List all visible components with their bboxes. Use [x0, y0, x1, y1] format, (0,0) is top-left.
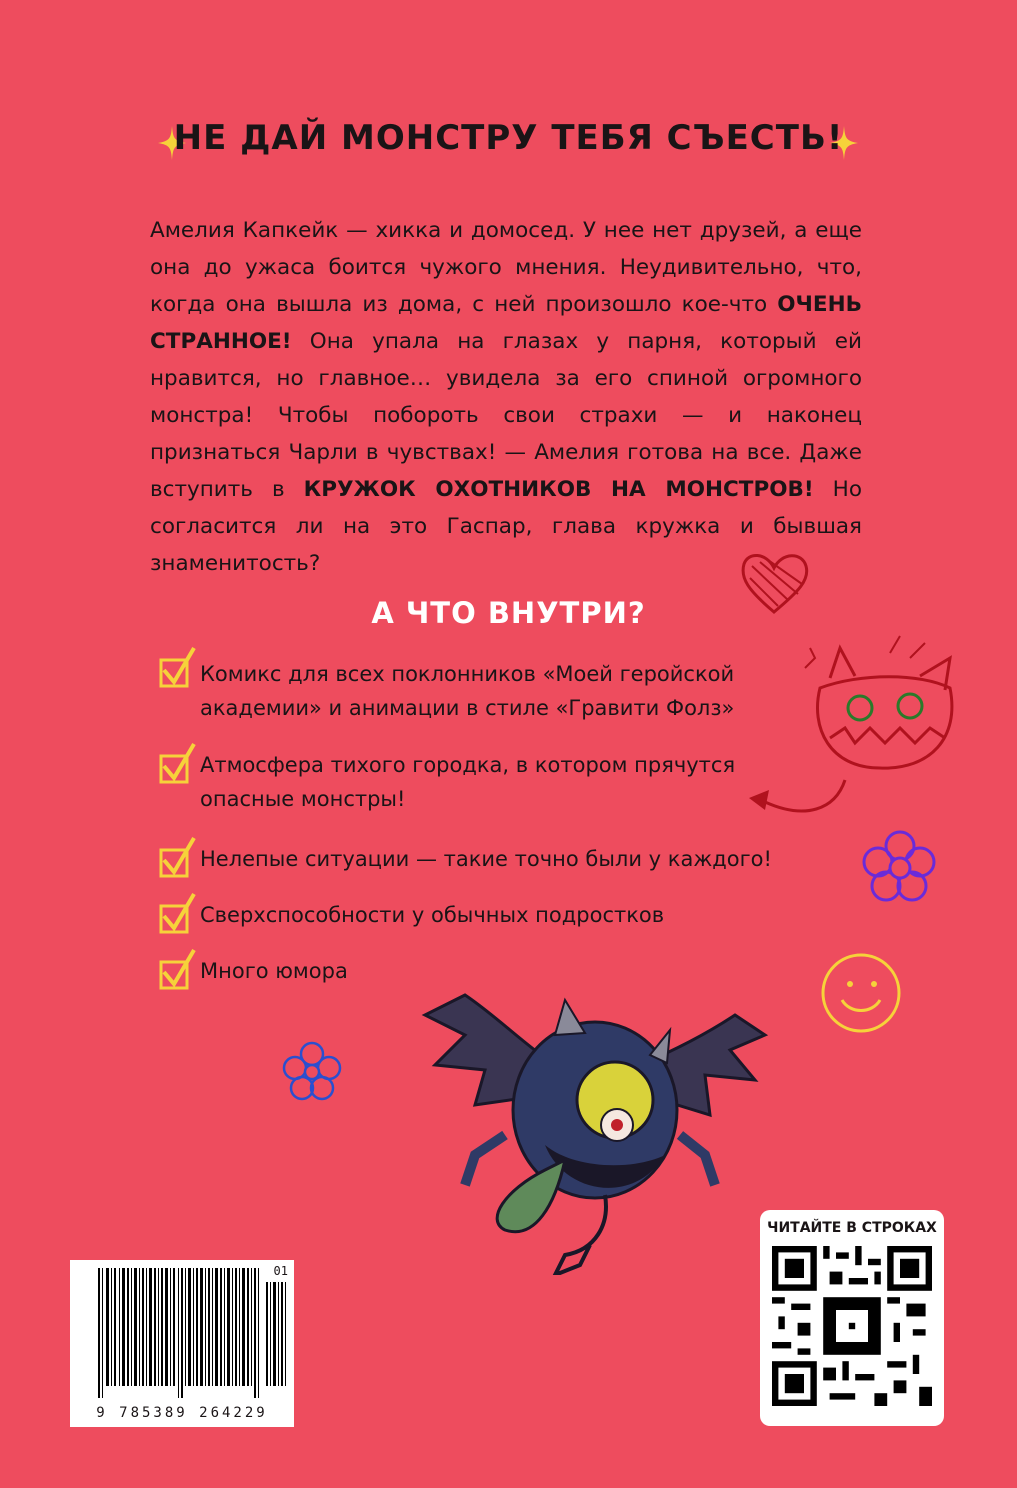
bat-monster-illustration [405, 955, 785, 1275]
arrow-doodle-icon [745, 770, 855, 830]
headline: НЕ ДАЙ МОНСТРУ ТЕБЯ СЪЕСТЬ! [173, 118, 844, 158]
checkbox-icon [158, 948, 196, 992]
feature-line: Атмосфера тихого городка, в котором прячутся [200, 753, 736, 777]
flower-doodle-icon [862, 828, 938, 904]
qr-label: ЧИТАЙТЕ В СТРОКАХ [767, 1220, 937, 1236]
feature-item [200, 657, 734, 725]
barcode-addon: 01 [273, 1264, 288, 1278]
feature-line: Нелепые ситуации — такие точно были у каждого! [200, 847, 772, 871]
blurb-emphasis: КРУЖОК ОХОТНИКОВ НА МОНСТРОВ! [303, 477, 814, 502]
checkbox-icon [158, 892, 196, 936]
checkbox-icon [158, 836, 196, 880]
blurb-text: Амелия Капкейк — хикка и домосед. У нее нет друзей, а еще она до ужаса боится чужого мнения. Неудивительно, что, когда она вышла из дома, с ней произошло кое-что [150, 218, 862, 317]
blurb [150, 212, 862, 582]
blurb-text: Она упала на глазах у парня, который ей нравится, но главное… увидела за его спиной огромного монстра! Чтобы побороть свои страхи — и наконец признаться Чарли в чувствах! — Амелия готова на все. Даже вступить в [150, 329, 862, 502]
feature-item [200, 842, 772, 876]
feature-item [200, 954, 348, 988]
barcode-bars [82, 1268, 306, 1408]
feature-line: Сверхспособности у обычных подростков [200, 903, 665, 927]
blurb-text: Но согласится ли на это Гаспар, глава кружка и бывшая знаменитость? [150, 477, 862, 576]
section-title: А ЧТО ВНУТРИ? [371, 596, 646, 630]
feature-line: Комикс для всех поклонников «Моей геройской [200, 662, 735, 686]
feature-line: опасные монстры! [200, 787, 406, 811]
smiley-doodle-icon [818, 950, 904, 1036]
devil-doodle-icon [800, 628, 980, 788]
checkbox-icon [158, 742, 196, 786]
qr-code[interactable] [772, 1246, 932, 1406]
feature-line: академии» и анимации в стиле «Гравити Фолз» [200, 696, 735, 720]
feature-item [200, 898, 664, 932]
barcode [70, 1260, 294, 1427]
qr-code-box[interactable] [760, 1210, 944, 1426]
barcode-digits: 9 785389 264229 [96, 1405, 268, 1421]
feature-item [200, 748, 735, 816]
checkbox-icon [158, 646, 196, 690]
flower-doodle-icon [280, 1040, 344, 1104]
blurb-emphasis: ОЧЕНЬ СТРАННОЕ! [150, 292, 862, 354]
feature-line: Много юмора [200, 959, 348, 983]
